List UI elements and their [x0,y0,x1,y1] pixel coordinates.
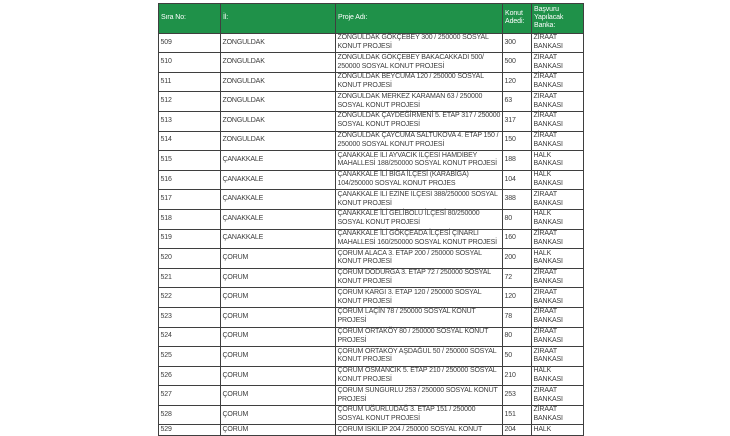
table-row [159,209,584,229]
cell-banka: HALK BANKASI [532,249,584,269]
cell-adet: 160 [503,229,532,249]
cell-banka: ZİRAAT BANKASI [532,405,584,425]
cell-adet: 388 [503,190,532,210]
table-row [159,288,584,308]
table-header-row [159,4,584,34]
cell-adet: 300 [503,33,532,53]
cell-il: ÇANAKKALE [221,190,336,210]
cell-banka: ZİRAAT BANKASI [532,347,584,367]
housing-projects-table [158,3,584,436]
table-row [159,405,584,425]
cell-il: ÇANAKKALE [221,229,336,249]
cell-proje: ÇORUM KARGI 3. ETAP 120 / 250000 SOSYAL KONUT PROJESİ [336,288,503,308]
cell-sira: 528 [159,405,221,425]
cell-adet: 104 [503,170,532,190]
cell-il: ZONGULDAK [221,131,336,151]
cell-banka: HALK BANKASI [532,170,584,190]
cell-sira: 527 [159,386,221,406]
cell-proje: ÇORUM İSKİLİP 204 / 250000 SOSYAL KONUT [336,425,503,436]
cell-sira: 510 [159,53,221,73]
cell-proje: ZONGULDAK MERKEZ KARAMAN 63 / 250000 SOSYAL KONUT PROJESİ [336,92,503,112]
table-body [159,33,584,436]
cell-proje: ZONGULDAK BEYCUMA 120 / 250000 SOSYAL KONUT PROJESİ [336,72,503,92]
cell-adet: 188 [503,151,532,171]
cell-sira: 515 [159,151,221,171]
cell-banka: ZİRAAT BANKASI [532,33,584,53]
cell-banka: ZİRAAT BANKASI [532,53,584,73]
cell-proje: ÇANAKKALE İLİ GÖKÇEADA İLÇESİ ÇINARLI MAHALLESİ 160/250000 SOSYAL KONUT PROJESİ [336,229,503,249]
cell-sira: 521 [159,268,221,288]
table-row [159,111,584,131]
cell-sira: 509 [159,33,221,53]
cell-sira: 516 [159,170,221,190]
cell-il: ÇORUM [221,249,336,269]
cell-adet: 78 [503,307,532,327]
cell-il: ÇORUM [221,386,336,406]
cell-adet: 150 [503,131,532,151]
cell-proje: ÇORUM SUNGURLU 253 / 250000 SOSYAL KONUT PROJESİ [336,386,503,406]
cell-adet: 253 [503,386,532,406]
cell-proje: ÇANAKKALE İLİ BİGA İLÇESİ (KARABİGA) 104/250000 SOSYAL KONUT PROJES [336,170,503,190]
cell-adet: 72 [503,268,532,288]
table-row [159,190,584,210]
cell-adet: 200 [503,249,532,269]
cell-il: ÇANAKKALE [221,170,336,190]
cell-proje: ÇORUM ORTAKÖY AŞDAĞUL 50 / 250000 SOSYAL KONUT PROJESİ [336,347,503,367]
cell-sira: 517 [159,190,221,210]
table-row [159,307,584,327]
cell-il: ÇANAKKALE [221,151,336,171]
table-row [159,327,584,347]
col-header-proje-adi: Proje Adı: [336,4,503,34]
cell-proje: ÇORUM OSMANCIK 5. ETAP 210 / 250000 SOSYAL KONUT PROJESİ [336,366,503,386]
cell-sira: 511 [159,72,221,92]
col-header-konut-adedi: Konut Adedi: [503,4,532,34]
cell-banka: ZİRAAT BANKASI [532,131,584,151]
cell-adet: 210 [503,366,532,386]
cell-sira: 526 [159,366,221,386]
table-row [159,229,584,249]
table-row [159,366,584,386]
cell-sira: 523 [159,307,221,327]
cell-banka: ZİRAAT BANKASI [532,111,584,131]
cell-il: ZONGULDAK [221,92,336,112]
table-row [159,151,584,171]
cell-adet: 120 [503,288,532,308]
cell-adet: 317 [503,111,532,131]
table-row [159,268,584,288]
cell-proje: ZONGULDAK ÇAYDEĞİRMENİ 5. ETAP 317 / 250000 SOSYAL KONUT PROJESİ [336,111,503,131]
table-row [159,249,584,269]
cell-il: ZONGULDAK [221,111,336,131]
cell-sira: 529 [159,425,221,436]
table-row [159,131,584,151]
cell-banka: ZİRAAT BANKASI [532,92,584,112]
cell-proje: ÇORUM UĞURLUDAĞ 3. ETAP 151 / 250000 SOSYAL KONUT PROJESİ [336,405,503,425]
cell-proje: ZONGULDAK GÖKÇEBEY 300 / 250000 SOSYAL KONUT PROJESİ [336,33,503,53]
table-row [159,72,584,92]
cell-proje: ÇANAKKALE İLİ AYVACIK İLÇESİ HAMDİBEY MAHALLESİ 188/250000 SOSYAL KONUT PROJESİ [336,151,503,171]
cell-proje: ZONGULDAK ÇAYCUMA SALTUKOVA 4. ETAP 150 / 250000 SOSYAL KONUT PROJESİ [336,131,503,151]
cell-il: ZONGULDAK [221,33,336,53]
cell-proje: ÇANAKKALE İLİ EZİNE İLÇESİ 388/250000 SOSYAL KONUT PROJESİ [336,190,503,210]
cell-il: ÇORUM [221,366,336,386]
cell-il: ZONGULDAK [221,72,336,92]
table-row [159,92,584,112]
cell-banka: HALK BANKASI [532,366,584,386]
table-row [159,386,584,406]
cell-adet: 500 [503,53,532,73]
cell-adet: 50 [503,347,532,367]
cell-il: ÇORUM [221,425,336,436]
cell-sira: 512 [159,92,221,112]
cell-proje: ÇORUM ALACA 3. ETAP 200 / 250000 SOSYAL KONUT PROJESİ [336,249,503,269]
table-row [159,170,584,190]
cell-banka: ZİRAAT BANKASI [532,288,584,308]
cell-sira: 524 [159,327,221,347]
cell-il: ÇORUM [221,327,336,347]
cell-banka: ZİRAAT BANKASI [532,386,584,406]
cell-sira: 514 [159,131,221,151]
table-row [159,33,584,53]
cell-sira: 525 [159,347,221,367]
cell-proje: ÇORUM DODURGA 3. ETAP 72 / 250000 SOSYAL KONUT PROJESİ [336,268,503,288]
cell-il: ÇORUM [221,268,336,288]
col-header-sira-no: Sıra No: [159,4,221,34]
cell-proje: ÇANAKKALE İLİ GELİBOLU İLÇESİ 80/250000 SOSYAL KONUT PROJESİ [336,209,503,229]
table-row [159,347,584,367]
cell-sira: 513 [159,111,221,131]
cell-il: ÇORUM [221,347,336,367]
cell-proje: ÇORUM LAÇİN 78 / 250000 SOSYAL KONUT PROJESİ [336,307,503,327]
cell-banka: ZİRAAT BANKASI [532,327,584,347]
cell-banka: ZİRAAT BANKASI [532,229,584,249]
cell-proje: ZONGULDAK GÖKÇEBEY BAKACAKKADI 500/ 250000 SOSYAL KONUT PROJESİ [336,53,503,73]
cell-banka: ZİRAAT BANKASI [532,72,584,92]
table-row [159,53,584,73]
cell-banka: ZİRAAT BANKASI [532,190,584,210]
cell-il: ÇANAKKALE [221,209,336,229]
cell-adet: 80 [503,209,532,229]
cell-banka: ZİRAAT BANKASI [532,307,584,327]
cell-adet: 80 [503,327,532,347]
cell-banka: HALK BANKASI [532,151,584,171]
col-header-il: İl: [221,4,336,34]
cell-il: ZONGULDAK [221,53,336,73]
cell-sira: 519 [159,229,221,249]
cell-adet: 204 [503,425,532,436]
col-header-basvuru-banka: Başvuru Yapılacak Banka: [532,4,584,34]
cell-adet: 120 [503,72,532,92]
cell-sira: 520 [159,249,221,269]
cell-il: ÇORUM [221,288,336,308]
cell-banka: ZİRAAT BANKASI [532,268,584,288]
table-row [159,425,584,436]
cell-il: ÇORUM [221,307,336,327]
cell-il: ÇORUM [221,405,336,425]
cell-banka: HALK BANKASI [532,209,584,229]
cell-banka: HALK [532,425,584,436]
cell-adet: 151 [503,405,532,425]
cell-proje: ÇORUM ORTAKÖY 80 / 250000 SOSYAL KONUT PROJESİ [336,327,503,347]
cell-adet: 63 [503,92,532,112]
cell-sira: 518 [159,209,221,229]
cell-sira: 522 [159,288,221,308]
